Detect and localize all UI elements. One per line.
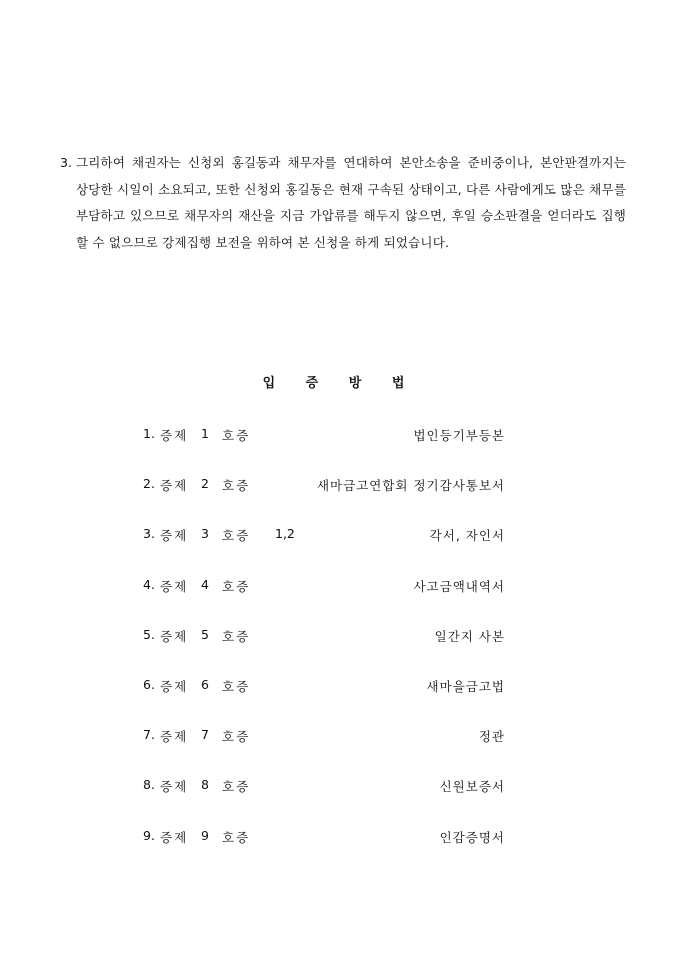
evidence-description: 법인등기부등본	[413, 428, 505, 443]
evidence-description: 새마을금고법	[426, 678, 505, 694]
evidence-exhibit-number: 4	[201, 576, 209, 592]
evidence-row	[143, 820, 505, 870]
evidence-exhibit-number: 8	[201, 777, 209, 793]
evidence-row	[143, 569, 505, 619]
evidence-label: 증제	[160, 528, 189, 544]
evidence-row	[143, 619, 505, 669]
evidence-row	[143, 769, 505, 819]
evidence-suffix: 호증	[222, 779, 251, 795]
evidence-heading: 입 증 방 법	[262, 376, 418, 391]
evidence-suffix: 호증	[222, 729, 251, 745]
evidence-exhibit-number: 1	[201, 426, 209, 441]
evidence-suffix: 호증	[222, 428, 251, 443]
evidence-number: 4.	[143, 576, 155, 592]
evidence-description: 일간지 사본	[434, 628, 505, 644]
evidence-sub-number: 1,2	[275, 526, 295, 542]
evidence-number: 2.	[143, 476, 155, 492]
evidence-exhibit-number: 5	[201, 626, 209, 642]
evidence-list	[143, 418, 505, 870]
evidence-suffix: 호증	[222, 829, 251, 845]
evidence-number: 7.	[143, 727, 155, 743]
evidence-suffix: 호증	[222, 678, 251, 694]
evidence-suffix: 호증	[222, 628, 251, 644]
evidence-description: 인감증명서	[439, 829, 505, 845]
paragraph-number: 3.	[60, 155, 72, 170]
evidence-exhibit-number: 6	[201, 676, 209, 692]
evidence-label: 증제	[160, 428, 189, 443]
evidence-number: 9.	[143, 827, 155, 843]
evidence-label: 증제	[160, 628, 189, 644]
evidence-label: 증제	[160, 478, 189, 494]
evidence-exhibit-number: 2	[201, 476, 209, 492]
evidence-exhibit-number: 7	[201, 727, 209, 743]
evidence-label: 증제	[160, 779, 189, 795]
paragraph-text: 그리하여 채권자는 신청외 홍길동과 채무자를 연대하여 본안소송을 준비중이나, 본안판결까지는 상당한 시일이 소요되고, 또한 신청외 홍길동은 현재 구속된 상태이고, 다른 사람에게도 많은 채무를 부담하고 있으므로 채무자의 재산을 지금 가압류를 해두지 않으면, 후일 승소판결을 얻더라도 집행 할 수 없으므로 강제집행 보전을 위하여 본 신청을 하게 되었습니다.	[76, 155, 626, 250]
evidence-row	[143, 518, 505, 568]
evidence-row	[143, 719, 505, 769]
evidence-row	[143, 418, 505, 468]
evidence-label: 증제	[160, 578, 189, 594]
evidence-number: 1.	[143, 426, 155, 441]
evidence-number: 3.	[143, 526, 155, 542]
evidence-suffix: 호증	[222, 578, 251, 594]
evidence-number: 6.	[143, 676, 155, 692]
evidence-description: 각서, 자인서	[429, 528, 505, 544]
evidence-description: 신원보증서	[439, 779, 505, 795]
paragraph-3	[60, 150, 626, 256]
evidence-number: 5.	[143, 626, 155, 642]
evidence-exhibit-number: 3	[201, 526, 209, 542]
evidence-suffix: 호증	[222, 528, 251, 544]
evidence-label: 증제	[160, 729, 189, 745]
evidence-label: 증제	[160, 678, 189, 694]
evidence-label: 증제	[160, 829, 189, 845]
evidence-row	[143, 468, 505, 518]
evidence-row	[143, 669, 505, 719]
evidence-exhibit-number: 9	[201, 827, 209, 843]
evidence-description: 새마금고연합회 정기감사통보서	[316, 478, 505, 494]
evidence-description: 정관	[478, 729, 505, 745]
evidence-description: 사고금액내역서	[413, 578, 505, 594]
evidence-number: 8.	[143, 777, 155, 793]
evidence-suffix: 호증	[222, 478, 251, 494]
